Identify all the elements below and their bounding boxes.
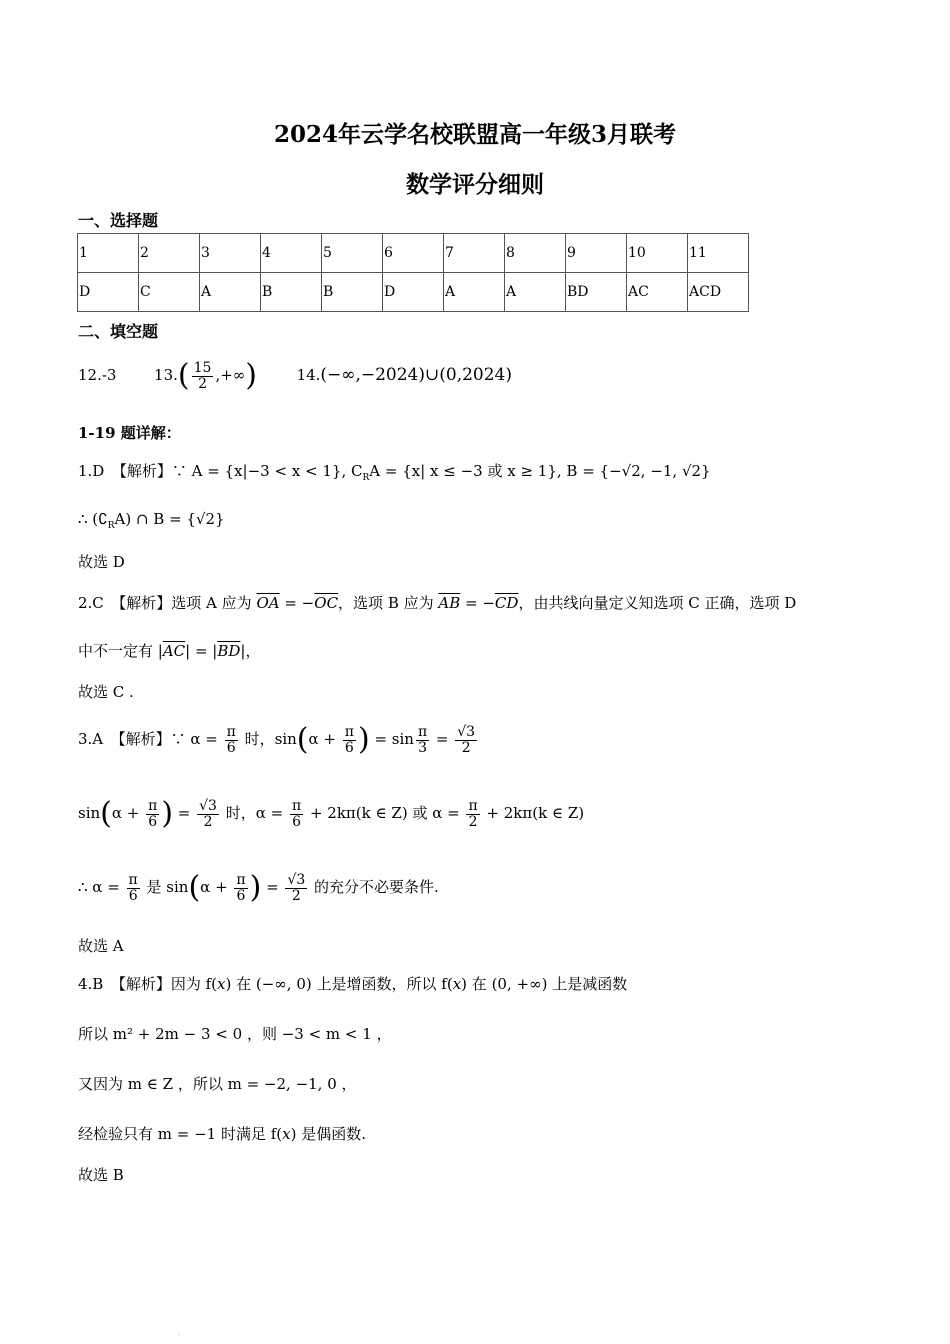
q3-line2: sin(α + $\frac{\pi}{6}$ ) = $\frac{√3}{2}$ 时，α = $\frac{\pi}{6}$ + 2kπ(k ∈ Z) 或 α = $\frac{\pi}{2}$ + 2kπ(k ∈ Z) [78,796,585,831]
answer-choice: B [322,273,383,312]
page-mark: . [178,1330,180,1337]
q4-line4: 经检验只有 m = −1 时满足 f(x) 是偶函数. [78,1125,367,1143]
q4-line2: 所以 m² + 2m − 3 < 0 ，则 −3 < m < 1 ， [78,1025,392,1043]
section-choice-heading: 一、选择题 [78,211,159,230]
answer-choice: A [444,273,505,312]
q3-conclusion: 故选 A [78,937,124,955]
answer-choice: A [505,273,566,312]
answer-choice: AC [627,273,688,312]
q2-line2: 中不一定有 $|\overline{AC}| = |\overline{BD}|$， [78,642,261,660]
answer-choice: C [139,273,200,312]
fill-q12: 12.-3 [78,366,117,384]
fill-q13-rest: ,+∞ [215,366,246,384]
fill-q13-label: 13. [154,366,178,384]
page-title: 2024年云学名校联盟高一年级3月联考 [273,121,677,148]
answer-number: 4 [261,234,322,273]
answer-numbers-row [78,234,749,273]
answer-number: 6 [383,234,444,273]
answer-number: 3 [200,234,261,273]
q3-line1: 3.A 【解析】∵ α = $\frac{\pi}{6}$ 时，sin(α + $\frac{\pi}{6}$ ) = sin $\frac{\pi}{3}$ = $\frac{√3}{2}$ [78,722,476,757]
answer-number: 1 [78,234,139,273]
answer-choice: D [78,273,139,312]
answer-number: 8 [505,234,566,273]
answer-number: 7 [444,234,505,273]
answer-choice: A [200,273,261,312]
answer-choices-row [78,273,749,312]
q4-line1: 4.B 【解析】因为 f(x) 在 (−∞, 0) 上是增函数，所以 f(x) 在 (0, +∞) 上是减函数 [78,975,628,993]
q4-conclusion: 故选 B [78,1166,124,1184]
answer-table [77,233,749,312]
fill-q14-value: (−∞,−2024)∪(0,2024) [320,365,512,385]
section-fill-heading: 二、填空题 [78,322,159,341]
q1-conclusion: 故选 D [78,553,125,571]
answer-number: 2 [139,234,200,273]
q1-line1: 1.D 【解析】∵ A = {x|−3 < x < 1}, $C_RA = \{x|$ x ≤ −3 或 x ≥ 1}, B = {−√2, −1, √2} [78,462,711,483]
page-subtitle: 数学评分细则 [406,171,544,198]
fill-q14-label: 14. [296,366,321,384]
answer-number: 10 [627,234,688,273]
q1-line2: ∴ $(∁_RA)$ ∩ B = {√2} [78,510,225,531]
q4-line3: 又因为 m ∈ Z ，所以 m = −2, −1, 0 ， [78,1075,357,1093]
answer-choice: B [261,273,322,312]
answer-number: 9 [566,234,627,273]
q2-conclusion: 故选 C . [78,683,134,701]
detail-heading: 1-19 题详解： [78,424,181,442]
answer-choice: D [383,273,444,312]
answer-number: 5 [322,234,383,273]
answer-choice: BD [566,273,627,312]
q3-line3: ∴ α = $\frac{\pi}{6}$ 是 sin(α + $\frac{\pi}{6}$ ) = $\frac{√3}{2}$ 的充分不必要条件. [78,870,439,905]
fill-answers: 12.-3 13.( $\frac{15}{2}$ ,+∞) 14.(−∞,−2024)∪(0,2024) [78,358,512,393]
answer-number: 11 [688,234,749,273]
q2-line1: 2.C 【解析】选项 A 应为 $\overline{OA} = -\overline{OC}$，选项 B 应为 $\overline{AB} = -\overline{CD}$，由共线向量定义知选项 C 正确，选项 D [78,594,797,612]
fill-q13-fraction: $\frac{15}{2}$ [193,359,212,392]
answer-choice: ACD [688,273,749,312]
